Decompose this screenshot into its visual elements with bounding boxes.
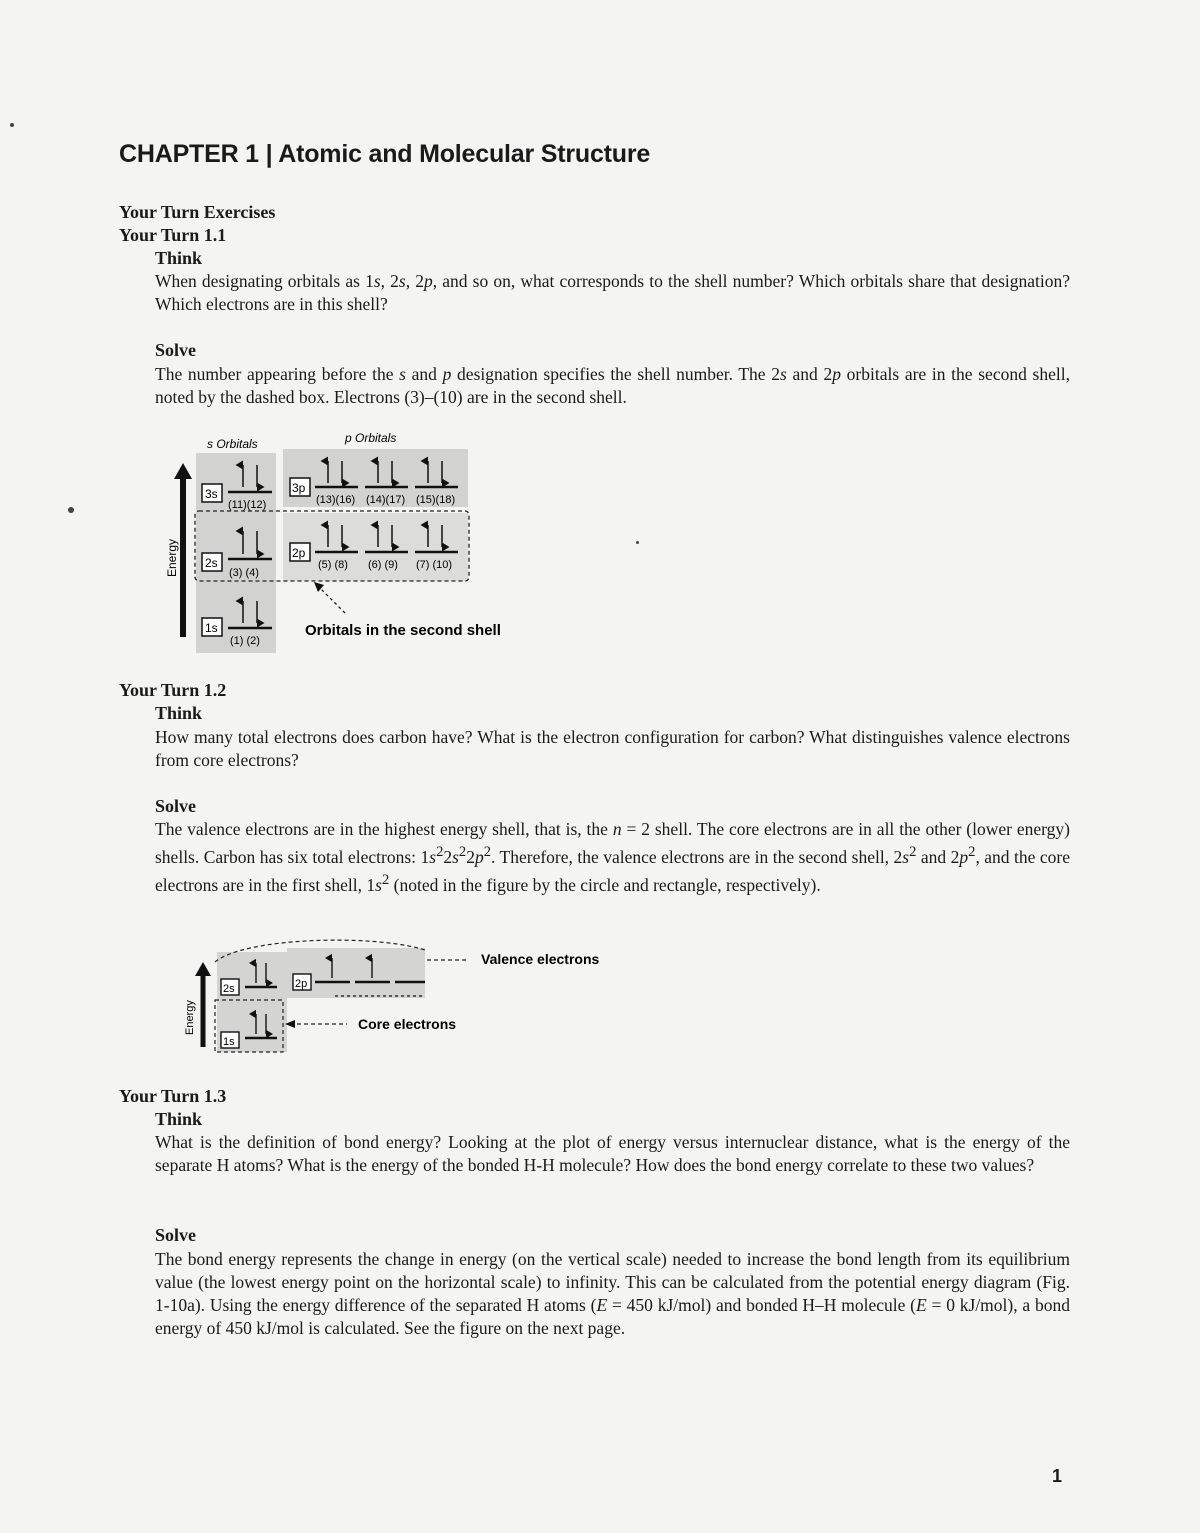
second-shell-callout: Orbitals in the second shell	[305, 622, 501, 639]
turn-1-3-think-text: What is the definition of bond energy? Looking at the plot of energy versus internuclear distance, what is the energy of the separate H atoms? What is the energy of the bonded H-H molecule? How does the bond energy correlate to these two values?	[155, 1132, 1070, 1175]
scan-speck	[636, 541, 639, 544]
core-electrons-label: Core electrons	[358, 1016, 457, 1032]
electron-numbers-1s: (1) (2)	[230, 635, 260, 647]
shell-label-3p: 3p	[292, 481, 306, 495]
turn-1-2-solve-text: The valence electrons are in the highest energy shell, that is, the n = 2 shell. The core electrons are in all the other (lower energy) shells. Carbon has six total electrons: $1s^22s^22p^2$. Therefore, the valence electrons are in the second shell, $2s^2$ and $2p^2$, and the core electrons are in the first shell, $1s^2$ (noted in the figure by the circle and rectangle, respectively).	[155, 819, 1071, 895]
turn-1-2-solve-label: Solve	[155, 796, 197, 816]
s-orbitals-label: s Orbitals	[207, 437, 258, 451]
electron-numbers-3p-a: (13)(16)	[316, 494, 356, 506]
shell-label-1s: 1s	[205, 621, 218, 635]
turn-1-1-think-label: Think	[155, 248, 203, 268]
valence-electrons-label: Valence electrons	[481, 951, 600, 967]
turn-1-1-solve-text: The number appearing before the s and p designation specifies the shell number. The 2s and 2p orbitals are in the second shell, noted by the dashed box. Electrons (3)–(10) are in the second shell.	[155, 364, 1070, 407]
electron-numbers-2p-c: (7) (10)	[416, 559, 453, 571]
electron-numbers-2p-b: (6) (9)	[368, 559, 398, 571]
turn-1-2-think-label: Think	[155, 703, 203, 723]
chapter-title: CHAPTER 1 | Atomic and Molecular Structure	[119, 140, 651, 168]
energy-axis-arrow	[195, 962, 211, 1047]
shell-label-2p: 2p	[295, 978, 308, 990]
turn-1-1-solve-label: Solve	[155, 340, 197, 360]
energy-axis-label: Energy	[184, 1000, 196, 1035]
scan-speck	[68, 507, 74, 513]
turn-1-3-solve-text: The bond energy represents the change in energy (on the vertical scale) needed to increase the bond length from its equilibrium value (the lowest energy point on the horizontal scale) to infinity. This can be calculated from the potential energy diagram (Fig. 1-10a). Using the energy difference of the separated H atoms (E = 450 kJ/mol) and bonded H–H molecule (E = 0 kJ/mol), a bond energy of 450 kJ/mol is calculated. See the figure on the next page.	[155, 1249, 1070, 1338]
shell-label-1s: 1s	[223, 1036, 235, 1048]
core-leader-line	[285, 1020, 347, 1028]
scan-speck	[10, 123, 14, 127]
electron-numbers-3p-b: (14)(17)	[366, 494, 406, 506]
electron-numbers-2p-a: (5) (8)	[318, 559, 348, 571]
p-orbitals-label: p Orbitals	[345, 431, 397, 445]
electron-numbers-2s: (3) (4)	[229, 567, 259, 579]
exercises-heading: Your Turn Exercises	[119, 202, 276, 222]
turn-1-1-heading: Your Turn 1.1	[119, 225, 227, 245]
valence-core-diagram	[175, 932, 635, 1057]
turn-1-3-heading: Your Turn 1.3	[119, 1086, 227, 1106]
callout-pointer	[314, 582, 345, 613]
turn-1-2-heading: Your Turn 1.2	[119, 680, 227, 700]
page-number: 1	[1052, 1466, 1063, 1486]
shell-label-3s: 3s	[205, 487, 218, 501]
turn-1-3-think-label: Think	[155, 1109, 203, 1129]
shell-label-2s: 2s	[223, 983, 235, 995]
shell-label-2p: 2p	[292, 546, 306, 560]
turn-1-2-think-text: How many total electrons does carbon have? What is the electron configuration for carbon? What distinguishes valence electrons from core electrons?	[155, 727, 1070, 770]
electron-numbers-3p-c: (15)(18)	[416, 494, 456, 506]
turn-1-3-solve-label: Solve	[155, 1225, 197, 1245]
orbital-shell-diagram	[160, 425, 540, 660]
energy-axis-label: Energy	[165, 538, 179, 577]
electron-numbers-3s: (11)(12)	[228, 499, 267, 511]
shell-label-2s: 2s	[205, 556, 218, 570]
turn-1-1-think-text: When designating orbitals as 1s, 2s, 2p, and so on, what corresponds to the shell number? Which orbitals share that designation? Which electrons are in this shell?	[155, 271, 1071, 314]
